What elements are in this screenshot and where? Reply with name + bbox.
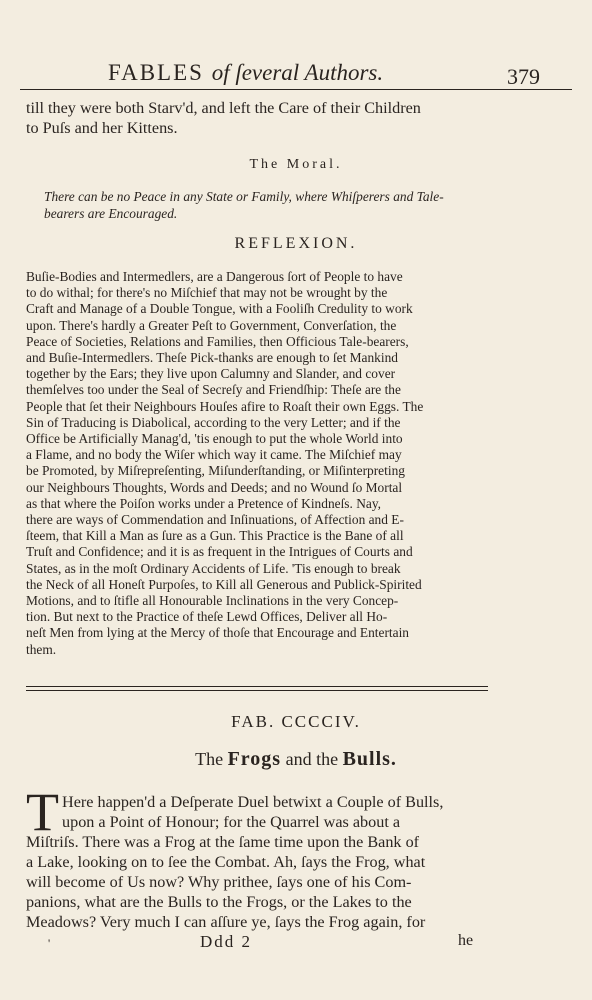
reflexion-line: the Neck of all Honeſt Purpoſes, to Kill all Generous and Publick-Spirited xyxy=(26,576,422,592)
footer-mark: ' xyxy=(48,936,51,950)
reflexion-line: ſteem, that Kill a Man as ſure as a Gun. This Practice is the Bane of all xyxy=(26,528,404,544)
fable-title-and: and the xyxy=(285,749,339,769)
reflexion-text xyxy=(26,269,484,658)
fable-title-prefix: The xyxy=(195,749,224,769)
reflexion-line: Motions, and to ſtifle all Honourable Inclinations in the very Concep- xyxy=(26,593,399,609)
reflexion-line: as that where the Poiſon works under a Pretence of Kindneſs. Nay, xyxy=(26,495,382,511)
fable-title xyxy=(0,748,592,771)
reflexion-line: States, as in the moſt Ordinary Accidents of Life. 'Tis enough to break xyxy=(26,560,401,576)
reflexion-line: and Buſie-Intermedlers. Theſe Pick-thanks are enough to ſet Mankind xyxy=(26,350,398,366)
reflexion-line: People that ſet their Neighbours Houſes afire to Roaſt their own Eggs. The xyxy=(26,398,424,414)
fable-line: will become of Us now? Why prithee, ſays one of his Com- xyxy=(26,873,412,891)
reflexion-line: tion. But next to the Practice of theſe Lewd Offices, Deliver all Ho- xyxy=(26,609,388,625)
opening-line-1: till they were both Starv'd, and left the Care of their Children xyxy=(26,99,421,117)
fable-title-frogs: Frogs xyxy=(227,748,282,770)
reflexion-line: neſt Men from lying at the Mercy of thoſe that Encourage and Entertain xyxy=(26,625,409,641)
reflexion-line: together by the Ears; they live upon Calumny and Slander, and cover xyxy=(26,366,396,382)
fable-title-bulls: Bulls. xyxy=(342,748,397,770)
moral-text xyxy=(44,188,484,222)
section-divider xyxy=(26,690,488,691)
moral-heading: The Moral. xyxy=(249,157,343,172)
reflexion-line: Truſt and Confidence; and it is as frequent in the Intrigues of Courts and xyxy=(26,544,413,560)
drop-cap: T xyxy=(26,782,59,842)
fable-number: FAB. CCCCIV. xyxy=(231,712,361,731)
moral-line: There can be no Peace in any State or Family, where Whiſperers and Tale- xyxy=(44,189,444,204)
reflexion-heading: REFLEXION. xyxy=(234,235,358,252)
running-title xyxy=(108,60,383,86)
reflexion-line: there are ways of Commendation and Inſinuations, of Affection and E- xyxy=(26,512,404,528)
fable-line: upon a Point of Honour; for the Quarrel was about a xyxy=(62,813,401,831)
fable-line: Miſtriſs. There was a Frog at the ſame time upon the Bank of xyxy=(26,833,420,851)
running-title-italic: of ſeveral Authors. xyxy=(211,60,384,85)
reflexion-line: to do withal; for there's no Miſchief that may not be wrought by the xyxy=(26,285,388,301)
reflexion-line: Buſie-Bodies and Intermedlers, are a Dangerous ſort of People to have xyxy=(26,269,403,284)
running-title-main: FABLES xyxy=(108,60,204,85)
reflexion-line: them. xyxy=(26,641,57,657)
running-header xyxy=(0,58,592,92)
moral-line: bearers are Encouraged. xyxy=(44,206,178,221)
header-rule xyxy=(20,89,572,90)
page-footer xyxy=(0,930,592,954)
reflexion-line: themſelves too under the Seal of Secreſy and Friendſhip: Theſe are the xyxy=(26,382,401,398)
fable-line: panions, what are the Bulls to the Frogs, or the Lakes to the xyxy=(26,893,412,911)
fable-line: Meadows? Very much I can aſſure ye, ſays the Frog again, for xyxy=(26,913,426,931)
page-number: 379 xyxy=(507,64,540,89)
fable-line: Here happen'd a Deſperate Duel betwixt a Couple of Bulls, xyxy=(62,793,444,811)
opening-line-2: to Puſs and her Kittens. xyxy=(26,119,178,137)
catchword: he xyxy=(458,932,474,949)
reflexion-line: be Promoted, by Miſrepreſenting, Miſunderſtanding, or Miſinterpreting xyxy=(26,463,405,479)
section-divider xyxy=(26,686,488,687)
fable-line: a Lake, looking on to ſee the Combat. Ah, ſays the Frog, what xyxy=(26,853,426,871)
reflexion-line: Office be Artificially Manag'd, 'tis enough to put the whole World into xyxy=(26,431,403,447)
reflexion-line: Craft and Manage of a Double Tongue, with a Fooliſh Credulity to work xyxy=(26,301,413,317)
reflexion-line: Peace of Societies, Relations and Families, then Officious Tale-bearers, xyxy=(26,333,409,349)
reflexion-line: a Flame, and no body the Wiſer which way it came. The Miſchief may xyxy=(26,447,402,463)
reflexion-line: Sin of Traducing is Diabolical, according to the very Letter; and if the xyxy=(26,414,401,430)
reflexion-line: our Neighbours Thoughts, Words and Deeds; and no Wound ſo Mortal xyxy=(26,479,403,495)
signature-mark: Ddd 2 xyxy=(200,932,253,951)
reflexion-line: upon. There's hardly a Greater Peſt to Government, Converſation, the xyxy=(26,317,397,333)
